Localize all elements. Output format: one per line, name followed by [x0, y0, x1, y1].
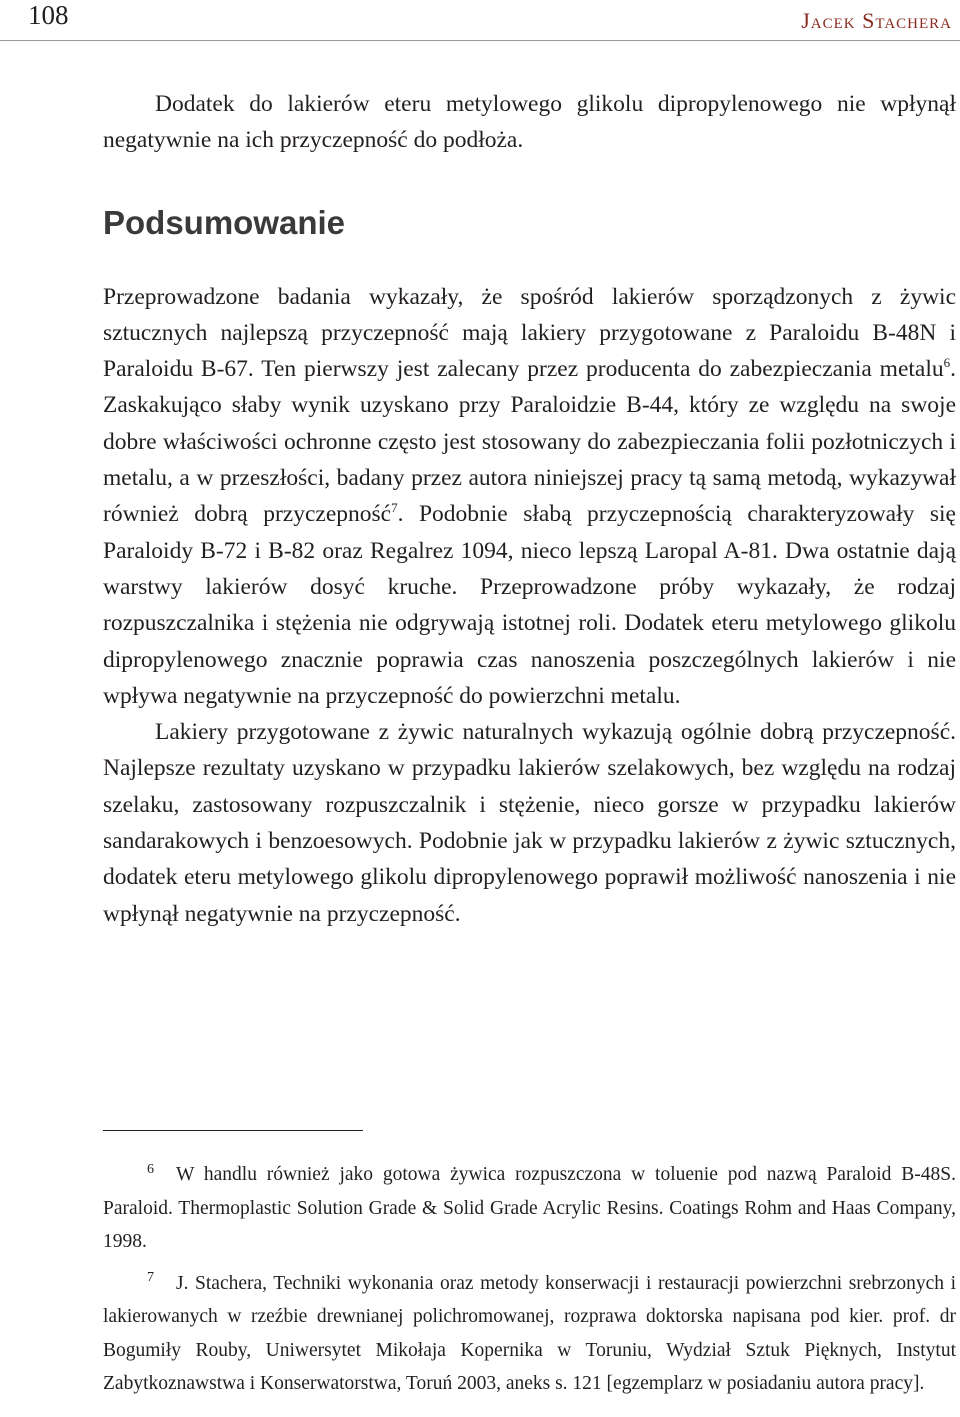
summary-text-part2: . Zaskakująco słaby wynik uzyskano przy Paraloidzie B-44, który ze względu na swoje dobre właściwości ochronne często jest stosowany do zabezpieczania folii pozłotniczych i metalu, a w przeszłości, badany przez autora niniejszej pracy tą samą metodą, wykazywał również dobrą przyczepność [103, 356, 956, 528]
footnotes [103, 1158, 956, 1409]
footnote-mark: 7 [147, 1270, 154, 1285]
footnote-text: W handlu również jako gotowa żywica rozpuszczona w toluenie pod nazwą Paraloid B-48S. Paraloid. Thermoplastic Solution Grade & Solid Grade Acrylic Resins. Coatings Rohm and Haas Company, 1998. [103, 1164, 956, 1252]
page-number: 108 [28, 0, 69, 30]
running-head-author: Jacek Stachera [801, 8, 952, 33]
section-heading: Podsumowanie [103, 203, 346, 241]
footnote-mark: 6 [147, 1161, 154, 1177]
page-header [0, 0, 960, 44]
natural-resins-paragraph: Lakiery przygotowane z żywic naturalnych wykazują ogólnie dobrą przyczepność. Najlepsze rezultaty uzyskano w przypadku lakierów szelakowych, bez względu na rodzaj szelaku, zastosowany rozpuszczalnik i stężenie, nieco gorsze w przypadku lakierów sandarakowych i benzoesowych. Podobnie jak w przypadku lakierów z żywic sztucznych, dodatek eteru metylowego glikolu dipropylenowego poprawił możliwość nanoszenia i nie wpłynął negatywnie na przyczepność. [103, 719, 956, 927]
footnote-7 [103, 1267, 956, 1401]
main-text [103, 86, 956, 932]
footnote-ref-6[interactable]: 6 [943, 355, 951, 371]
footnote-6 [103, 1158, 956, 1259]
header-rule [0, 40, 960, 41]
footnote-separator [103, 1130, 363, 1131]
footnote-text: J. Stachera, Techniki wykonania oraz metody konserwacji i restauracji powierzchni srebrzonych i lakierowanych w rzeźbie drewnianej polichromowanej, rozprawa doktorska napisana pod kier. prof. dr Bogumiły Rouby, Uniwersytet Mikołaja Kopernika w Toruniu, Wydział Sztuk Pięknych, Instytut Zabytkoznawstwa i Konserwatorstwa, Toruń 2003, aneks s. 121 [egzemplarz w posiadaniu autora pracy]. [103, 1272, 956, 1394]
intro-paragraph: Dodatek do lakierów eteru metylowego glikolu dipropylenowego nie wpłynął negatywnie na ich przyczepność do podłoża. [103, 91, 956, 154]
summary-text-part1: Przeprowadzone badania wykazały, że spośród lakierów sporządzonych z żywic sztucznych najlepszą przyczepność mają lakiery przygotowane z Paraloidu B-48N i Paraloidu B-67. Ten pierwszy jest zalecany przez producenta do zabezpieczania metalu [103, 283, 956, 383]
footnote-ref-7[interactable]: 7 [391, 500, 398, 516]
summary-text-part3: . Podobnie słabą przyczepnością charakteryzowały się Paraloidy B-72 i B-82 oraz Regalrez 1094, nieco lepszą Laropal A-81. Dwa ostatnie dają warstwy lakierów dosyć kruche. Przeprowadzone próby wykazały, że rodzaj rozpuszczalnika i stężenia nie odgrywają istotnej roli. Dodatek eteru metylowego glikolu dipropylenowego znacznie poprawia czas nanoszenia poszczególnych lakierów i nie wpływa negatywnie na przyczepność do powierzchni metalu. [103, 501, 956, 709]
summary-paragraph [103, 279, 956, 715]
